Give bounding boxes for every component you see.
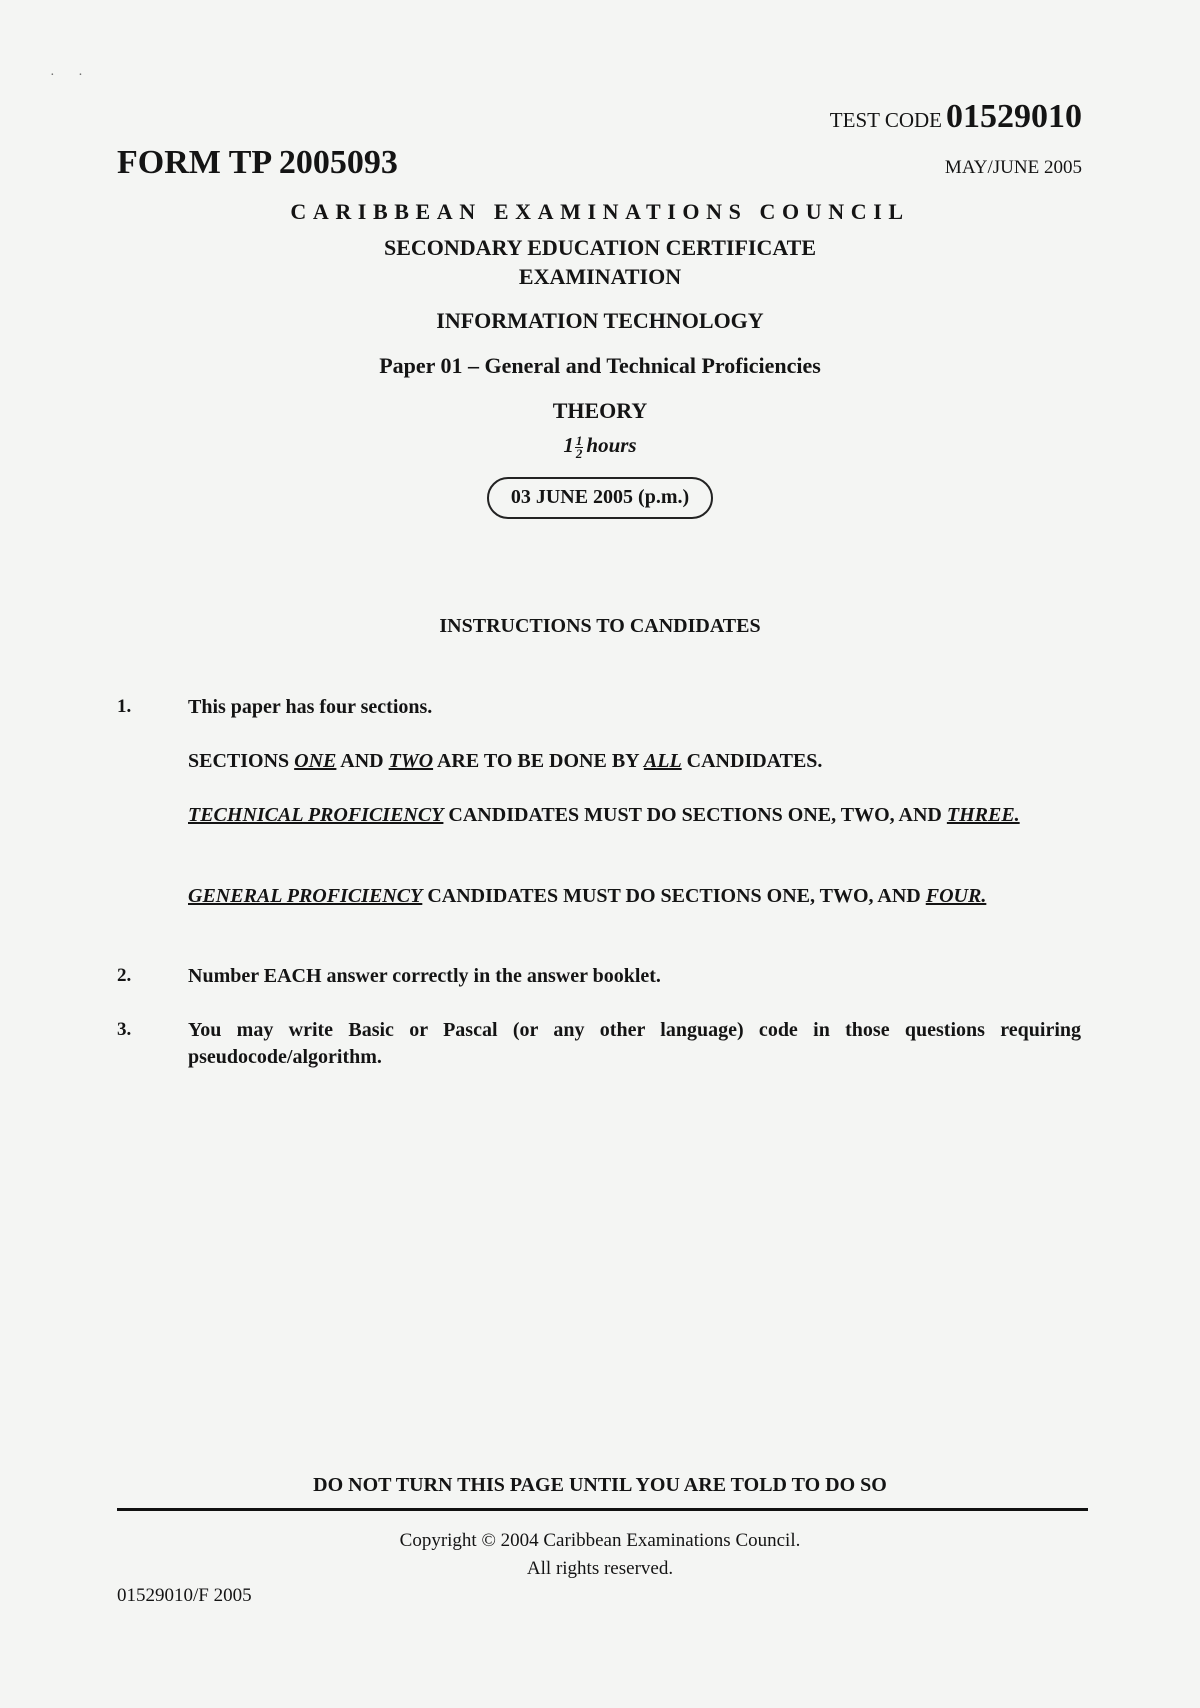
- instruction-1-general: [188, 883, 1081, 910]
- do-not-turn-warning: DO NOT TURN THIS PAGE UNTIL YOU ARE TOLD TO DO SO: [313, 1474, 887, 1496]
- duration-denominator: 2: [575, 445, 583, 461]
- instruction-1-text: This paper has four sections.: [188, 696, 433, 718]
- form-code: 01529010/F 2005: [117, 1585, 252, 1606]
- duration-whole: 1: [563, 433, 574, 457]
- subject-title: INFORMATION TECHNOLOGY: [436, 308, 764, 333]
- test-code-number: 01529010: [946, 98, 1082, 135]
- instruction-3-number: 3.: [117, 1019, 132, 1040]
- instruction-1-sections: [188, 748, 1081, 775]
- general-text: CANDIDATES MUST DO SECTIONS ONE, TWO, AND: [422, 885, 926, 907]
- copyright-line2: All rights reserved.: [526, 1558, 674, 1579]
- exam-session: MAY/JUNE 2005: [944, 157, 1082, 178]
- instruction-1-technical: [188, 802, 1081, 829]
- copyright-line1: Copyright © 2004 Caribbean Examinations Council.: [399, 1530, 801, 1551]
- duration-unit: hours: [586, 433, 637, 457]
- instruction-2-text: Number EACH answer correctly in the answer booklet.: [188, 965, 661, 987]
- general-proficiency-label: GENERAL PROFICIENCY: [188, 885, 423, 907]
- technical-text: CANDIDATES MUST DO SECTIONS ONE, TWO, AND: [443, 804, 947, 826]
- instruction-2-number: 2.: [117, 965, 132, 986]
- duration: [0, 433, 1200, 460]
- instruction-3-text: You may write Basic or Pascal (or any other language) code in those questions requiring pseudocode/algorithm.: [188, 1019, 1081, 1068]
- general-last-section: FOUR.: [925, 885, 987, 907]
- technical-proficiency-label: TECHNICAL PROFICIENCY: [188, 804, 444, 826]
- section-two: TWO: [388, 750, 434, 772]
- exam-title-line1: SECONDARY EDUCATION CERTIFICATE: [384, 235, 816, 260]
- council-name: CARIBBEAN EXAMINATIONS COUNCIL: [290, 199, 910, 224]
- sections-and: AND: [336, 750, 389, 772]
- sections-suffix: CANDIDATES.: [681, 750, 823, 772]
- footer-rule: [117, 1508, 1088, 1511]
- sections-mid: ARE TO BE DONE BY: [433, 750, 644, 772]
- duration-numerator: 1: [575, 432, 583, 448]
- form-number: FORM TP 2005093: [117, 144, 398, 181]
- paper-title: Paper 01 – General and Technical Proficiencies: [379, 353, 821, 378]
- exam-date-container: [0, 477, 1200, 519]
- technical-last-section: THREE.: [946, 804, 1020, 826]
- copyright: [0, 1527, 1200, 1583]
- instruction-1-number: 1.: [117, 696, 132, 717]
- all-candidates: ALL: [643, 750, 682, 772]
- instructions-heading: INSTRUCTIONS TO CANDIDATES: [439, 615, 761, 637]
- test-code: [830, 98, 1082, 136]
- sections-prefix: SECTIONS: [188, 750, 295, 772]
- scan-specks: · ·: [50, 68, 93, 83]
- exam-title-line2: EXAMINATION: [518, 264, 682, 289]
- duration-fraction: [575, 432, 584, 461]
- test-code-label: TEST CODE: [829, 108, 942, 132]
- exam-date: 03 JUNE 2005 (p.m.): [487, 477, 713, 519]
- section-one: ONE: [294, 750, 337, 772]
- theory-label: THEORY: [552, 398, 648, 423]
